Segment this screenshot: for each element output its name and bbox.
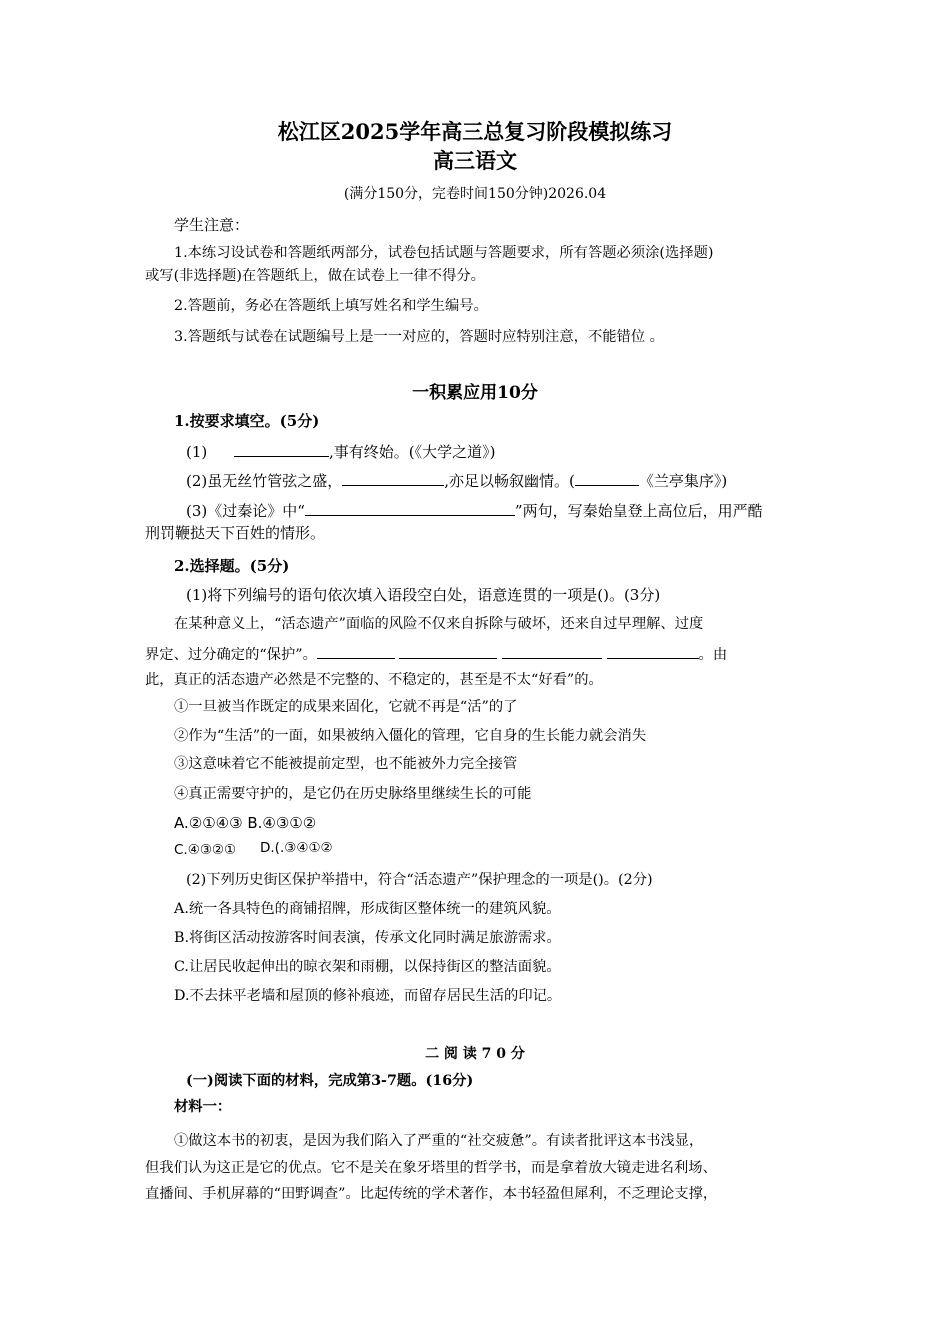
exam-title: 松江区2025学年高三总复习阶段模拟练习	[277, 119, 673, 144]
q2-sub2-option-b[interactable]: B.将街区活动按游客时间表演，传承文化同时满足旅游需求。	[174, 930, 561, 946]
q1-item-1-text: ,事有终始。(《大学之道》)	[329, 443, 496, 461]
q1-item-3	[186, 500, 763, 521]
q1-item-2-text-a: (2)虽无丝竹管弦之盛，	[186, 472, 343, 490]
reading-part1-heading: (一)阅读下面的材料，完成第3-7题。(16分)	[186, 1073, 474, 1089]
q1-item-2-text-c: 《兰亭集序》)	[638, 472, 728, 490]
notice-item-2: 2.答题前，务必在答题纸上填写姓名和学生编号。	[174, 298, 488, 314]
q1-item-1-number: (1)	[186, 443, 208, 461]
q2-sub1: (1)将下列编号的语句依次填入语段空白处，语意连贯的一项是()。(3分)	[186, 586, 661, 604]
q2-option-c[interactable]: C.④③②①	[174, 842, 237, 858]
q2-blank-3[interactable]	[502, 643, 602, 659]
notice-item-1-cont: 或写(非选择题)在答题纸上，做在试卷上一律不得分。	[145, 268, 485, 284]
q2-heading: 2.选择题。(5分)	[174, 557, 290, 575]
q2-passage-line-3: 此，真正的活态遗产必然是不完整的、不稳定的，甚至是不太“好看”的。	[145, 672, 603, 688]
q1-item-2-text-b: ,亦足以畅叙幽情。(	[444, 472, 575, 490]
q1-item-2-author-blank[interactable]	[575, 470, 639, 486]
q2-sub2-option-a[interactable]: A.统一各具特色的商铺招牌，形成街区整体统一的建筑风貌。	[174, 901, 561, 917]
q1-item-3-blank[interactable]	[305, 500, 515, 516]
q1-item-1-blank[interactable]	[234, 441, 329, 457]
q2-sentence-1: ①一旦被当作既定的成果来固化，它就不再是“活”的了	[174, 699, 518, 715]
q2-sentence-4: ④真正需要守护的，是它仍在历史脉络里继续生长的可能	[174, 786, 532, 802]
q2-sentence-2: ②作为“生活”的一面，如果被纳入僵化的管理，它自身的生长能力就会消失	[174, 728, 647, 744]
q1-heading: 1.按要求填空。(5分)	[174, 412, 320, 430]
material-1-para-line-1: ①做这本书的初衷，是因为我们陷入了严重的“社交疲惫”。有读者批评这本书浅显，	[174, 1133, 704, 1149]
subject-title: 高三语文	[433, 148, 517, 173]
q2-passage-line-1: 在某种意义上，“活态遗产”面临的风险不仅来自拆除与破坏，还来自过早理解、过度	[174, 616, 704, 632]
q1-item-3-text-a: (3)《过秦论》中“	[186, 502, 305, 520]
material-1-para-line-3: 直播间、手机屏幕的“田野调查”。比起传统的学术著作，本书轻盈但犀利，不乏理论支撑，	[145, 1186, 718, 1202]
q2-sub2: (2)下列历史街区保护举措中，符合“活态遗产”保护理念的一项是()。(2分)	[186, 872, 653, 888]
q2-passage-text-a: 界定、过分确定的“保护”。	[145, 647, 317, 663]
q2-options-row-1[interactable]: A.②①④③ B.④③①②	[174, 814, 317, 832]
material-1-para-line-2: 但我们认为这正是它的优点。它不是关在象牙塔里的哲学书，而是拿着放大镜走进名利场、	[145, 1160, 717, 1176]
notice-heading: 学生注意：	[174, 216, 250, 234]
notice-item-3: 3.答题纸与试卷在试题编号上是一一对应的，答题时应特别注意，不能错位 。	[174, 329, 664, 345]
q1-item-2	[186, 470, 727, 491]
q1-item-1	[186, 441, 496, 462]
exam-subtitle: (满分150分，完卷时间150分钟)2026.04	[343, 186, 607, 202]
q2-sub2-option-c[interactable]: C.让居民收起伸出的晾衣架和雨棚，以保持街区的整洁面貌。	[174, 959, 561, 975]
material-1-heading: 材料一：	[174, 1099, 232, 1115]
section2-heading: 二 阅 读 7 0 分	[425, 1046, 525, 1062]
q2-blank-2[interactable]	[399, 643, 497, 659]
q1-item-3-cont: 刑罚鞭挞天下百姓的情形。	[145, 524, 326, 542]
q2-passage-text-b: 。由	[698, 647, 728, 663]
q1-item-3-text-b: ”两句，写秦始皇登上高位后，用严酷	[514, 502, 763, 520]
q2-sub2-option-d[interactable]: D.不去抹平老墙和屋顶的修补痕迹，而留存居民生活的印记。	[174, 988, 562, 1004]
q1-item-2-blank[interactable]	[342, 470, 444, 486]
section1-heading: 一积累应用10分	[412, 383, 538, 403]
q2-blank-4[interactable]	[607, 643, 699, 659]
q2-passage-line-2	[145, 643, 727, 665]
q2-blank-1[interactable]	[317, 643, 395, 659]
q2-sentence-3: ③这意味着它不能被提前定型，也不能被外力完全接管	[174, 756, 518, 772]
q2-option-d[interactable]: D.(.③④①②	[260, 840, 333, 856]
notice-item-1: 1.本练习设试卷和答题纸两部分，试卷包括试题与答题要求，所有答题必须涂(选择题)	[174, 245, 714, 261]
